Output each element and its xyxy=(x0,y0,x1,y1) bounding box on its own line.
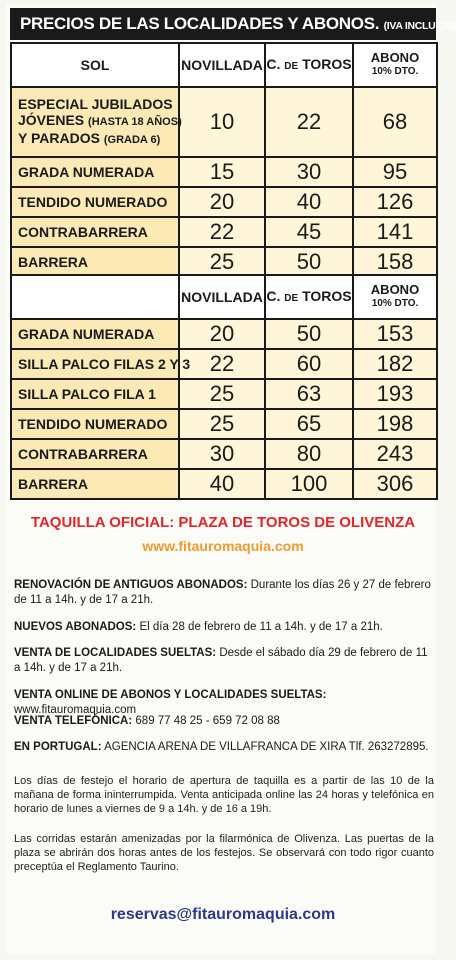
row-label-line3-small: (GRADA 6) xyxy=(103,134,161,146)
price-abono: 153 xyxy=(353,319,437,349)
table-row xyxy=(11,187,437,217)
table-row xyxy=(11,439,437,469)
row-label: BARRERA xyxy=(11,247,179,277)
row-label-line2-small: (HASTA 18 AÑOS) xyxy=(88,116,182,128)
table-row xyxy=(11,319,437,349)
website-link[interactable]: www.fitauromaquia.com xyxy=(142,538,304,554)
sol-label: SOL xyxy=(11,43,179,87)
col-toros-word: TOROS xyxy=(302,287,352,304)
row-label-line2: JÓVENES xyxy=(18,112,85,128)
info-portugal xyxy=(14,740,434,755)
info-value: Desde el sábado día 29 de febrero de 11 a 14h. y de 17 a 21h. xyxy=(14,647,428,674)
price-abono: 193 xyxy=(353,379,437,409)
col-toros-de: DE xyxy=(284,60,299,72)
info-value: El día 28 de febrero de 11 a 14h. y de 17 a 21h. xyxy=(139,621,383,633)
info-telefonica xyxy=(14,714,434,729)
price-toros: 100 xyxy=(265,469,353,499)
table-row xyxy=(11,87,437,157)
price-toros: 65 xyxy=(265,409,353,439)
col-toros-word: TOROS xyxy=(302,55,352,72)
price-abono: 198 xyxy=(353,409,437,439)
col-abono-sub: 10% DTO. xyxy=(371,298,419,309)
table-row xyxy=(11,157,437,187)
row-label: SILLA PALCO FILAS 2 Y 3 xyxy=(11,349,179,379)
price-abono: 141 xyxy=(353,217,437,247)
table-row xyxy=(11,379,437,409)
col-novillada: NOVILLADA xyxy=(179,43,265,87)
price-novillada: 22 xyxy=(179,349,265,379)
row-label: CONTRABARRERA xyxy=(11,439,179,469)
sol-header-row xyxy=(11,43,437,87)
taquilla-heading: TAQUILLA OFICIAL: PLAZA DE TOROS DE OLIVENZA xyxy=(30,514,416,531)
info-key: NUEVOS ABONADOS: xyxy=(14,621,137,633)
sol-price-table xyxy=(10,42,438,278)
table-row xyxy=(11,349,437,379)
price-sheet xyxy=(6,4,456,954)
col-abono-label: ABONO xyxy=(370,50,420,65)
info-key: VENTA DE LOCALIDADES SUELTAS: xyxy=(14,647,217,659)
price-toros: 30 xyxy=(265,157,353,187)
col-toros-c: C. xyxy=(266,55,281,72)
col-abono xyxy=(353,275,437,319)
price-abono: 182 xyxy=(353,349,437,379)
price-novillada: 20 xyxy=(179,319,265,349)
note-corridas: Las corridas estarán amenizadas por la filarmónica de Olivenza. Las puertas de la plaza se abrirán dos horas antes de los festejos. Se observará con todo rigor cuanto preceptúa el Reglamento Taurino. xyxy=(14,833,434,873)
info-value: Durante los días 26 y 27 de febrero de 11 a 14h. y de 17 a 21h. xyxy=(14,579,431,606)
info-value: AGENCIA ARENA DE VILLAFRANCA DE XIRA Tlf. 263272895. xyxy=(104,741,429,753)
col-abono-sub: 10% DTO. xyxy=(371,66,419,77)
price-novillada: 25 xyxy=(179,379,265,409)
price-novillada: 40 xyxy=(179,469,265,499)
info-key: RENOVACIÓN DE ANTIGUOS ABONADOS: xyxy=(14,579,248,591)
price-novillada: 10 xyxy=(179,87,265,157)
price-toros: 45 xyxy=(265,217,353,247)
sombra-header-row xyxy=(11,275,437,319)
price-abono: 68 xyxy=(353,87,437,157)
price-toros: 40 xyxy=(265,187,353,217)
price-abono: 306 xyxy=(353,469,437,499)
row-label xyxy=(11,87,182,157)
info-key: VENTA ONLINE DE ABONOS Y LOCALIDADES SUELTAS: xyxy=(14,689,327,701)
col-abono-label: ABONO xyxy=(370,282,420,297)
row-label-line1: ESPECIAL JUBILADOS xyxy=(18,96,173,112)
reservas-email[interactable]: reservas@fitauromaquia.com xyxy=(110,906,336,923)
row-label: GRADA NUMERADA xyxy=(11,157,179,187)
table-row xyxy=(11,217,437,247)
row-label: TENDIDO NUMERADO xyxy=(11,409,179,439)
col-toros xyxy=(265,43,353,87)
row-label: SILLA PALCO FILA 1 xyxy=(11,379,179,409)
table-row xyxy=(11,469,437,499)
info-key: VENTA TELEFÓNICA: xyxy=(14,715,133,727)
col-toros-c: C. xyxy=(266,287,281,304)
price-novillada: 22 xyxy=(179,217,265,247)
info-sueltas xyxy=(14,646,434,676)
title-main: PRECIOS DE LAS LOCALIDADES Y ABONOS. xyxy=(20,14,380,33)
price-novillada: 20 xyxy=(179,187,265,217)
price-toros: 63 xyxy=(265,379,353,409)
row-label-line3: Y PARADOS xyxy=(18,130,100,146)
price-novillada: 30 xyxy=(179,439,265,469)
price-abono: 158 xyxy=(353,247,437,277)
price-abono: 126 xyxy=(353,187,437,217)
row-label: BARRERA xyxy=(11,469,179,499)
info-key: EN PORTUGAL: xyxy=(14,741,102,753)
col-abono xyxy=(353,43,437,87)
info-value[interactable]: www.fitauromaquia.com xyxy=(14,704,137,716)
sombra-label: SOMBRA xyxy=(11,275,179,319)
note-horario: Los días de festejo el horario de apertura de taquilla es a partir de las 10 de la mañana de forma ininterrumpida. Venta anticipada online las 24 horas y telefónica en horario de lunes a viernes de 9 a 14h. y de 16 a 19h. xyxy=(14,775,434,815)
price-toros: 50 xyxy=(265,247,353,277)
info-value: 689 77 48 25 - 659 72 08 88 xyxy=(135,715,280,727)
table-row xyxy=(11,247,437,277)
col-toros-de: DE xyxy=(284,292,299,304)
sombra-price-table xyxy=(10,274,438,500)
price-abono: 95 xyxy=(353,157,437,187)
price-novillada: 25 xyxy=(179,409,265,439)
price-toros: 60 xyxy=(265,349,353,379)
price-abono: 243 xyxy=(353,439,437,469)
info-nuevos xyxy=(14,620,434,635)
row-label: GRADA NUMERADA xyxy=(11,319,179,349)
row-label: CONTRABARRERA xyxy=(11,217,179,247)
row-label: TENDIDO NUMERADO xyxy=(11,187,179,217)
price-toros: 80 xyxy=(265,439,353,469)
price-toros: 22 xyxy=(265,87,353,157)
price-novillada: 25 xyxy=(179,247,265,277)
col-toros xyxy=(265,275,353,319)
info-renovacion xyxy=(14,578,434,608)
page-title xyxy=(10,8,456,40)
table-row xyxy=(11,409,437,439)
price-toros: 50 xyxy=(265,319,353,349)
col-novillada: NOVILLADA xyxy=(179,275,265,319)
title-note: (IVA INCLUIDO) xyxy=(383,20,456,32)
price-novillada: 15 xyxy=(179,157,265,187)
